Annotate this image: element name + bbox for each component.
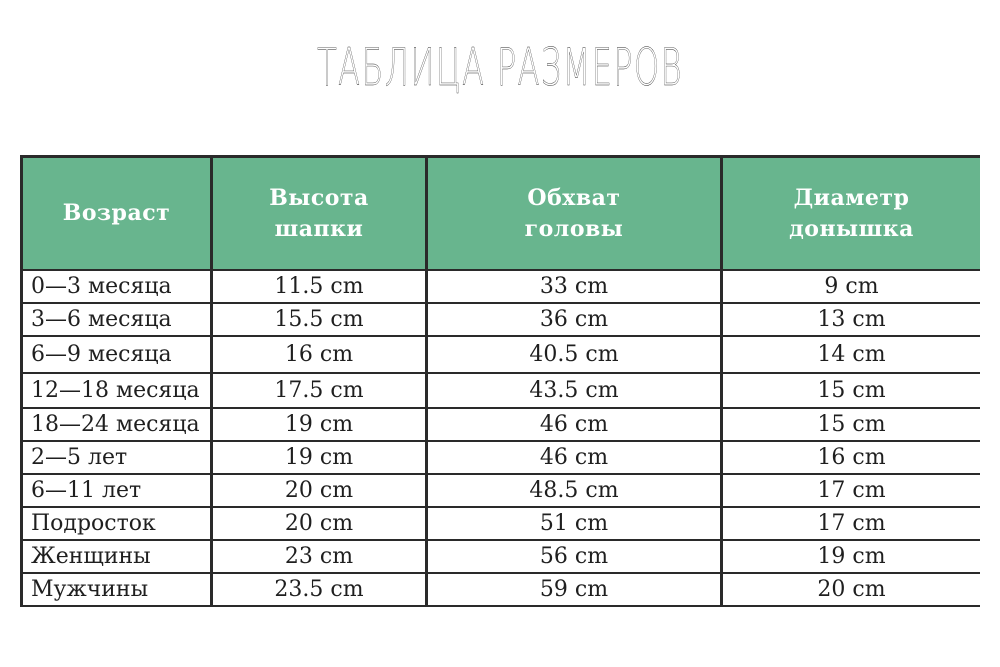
head-circumference-cell: 33 cm [428,271,720,302]
crown-diameter-cell: 15 cm [723,409,980,440]
crown-diameter-cell: 17 cm [723,475,980,506]
hat-height-cell: 20 cm [213,508,425,539]
head-circumference-cell: 56 cm [428,541,720,572]
hat-height-cell: 20 cm [213,475,425,506]
age-cell: 12—18 месяца [23,374,210,407]
header-head-circumference: Обхват головы [428,158,720,269]
crown-diameter-cell: 13 cm [723,304,980,335]
header-hat-height: Высота шапки [213,158,425,269]
hat-height-cell: 19 cm [213,409,425,440]
hat-height-cell: 16 cm [213,337,425,372]
crown-diameter-cell: 19 cm [723,541,980,572]
head-circumference-cell: 43.5 cm [428,374,720,407]
age-cell: Подросток [23,508,210,539]
head-circumference-cell: 40.5 cm [428,337,720,372]
head-circumference-cell: 46 cm [428,409,720,440]
hat-height-cell: 17.5 cm [213,374,425,407]
age-cell: Мужчины [23,574,210,605]
age-cell: Женщины [23,541,210,572]
head-circumference-cell: 48.5 cm [428,475,720,506]
age-cell: 3—6 месяца [23,304,210,335]
header-age: Возраст [23,158,210,269]
size-table [20,155,980,607]
hat-height-cell: 23 cm [213,541,425,572]
age-cell: 6—11 лет [23,475,210,506]
crown-diameter-cell: 20 cm [723,574,980,605]
head-circumference-cell: 36 cm [428,304,720,335]
header-crown-diameter: Диаметр донышка [723,158,980,269]
age-cell: 18—24 месяца [23,409,210,440]
crown-diameter-cell: 9 cm [723,271,980,302]
head-circumference-cell: 46 cm [428,442,720,473]
head-circumference-cell: 59 cm [428,574,720,605]
hat-height-cell: 23.5 cm [213,574,425,605]
crown-diameter-cell: 17 cm [723,508,980,539]
age-cell: 6—9 месяца [23,337,210,372]
age-cell: 2—5 лет [23,442,210,473]
crown-diameter-cell: 14 cm [723,337,980,372]
hat-height-cell: 15.5 cm [213,304,425,335]
crown-diameter-cell: 15 cm [723,374,980,407]
hat-height-cell: 19 cm [213,442,425,473]
age-cell: 0—3 месяца [23,271,210,302]
hat-height-cell: 11.5 cm [213,271,425,302]
crown-diameter-cell: 16 cm [723,442,980,473]
page-title: ТАБЛИЦА РАЗМЕРОВ [317,38,683,98]
head-circumference-cell: 51 cm [428,508,720,539]
